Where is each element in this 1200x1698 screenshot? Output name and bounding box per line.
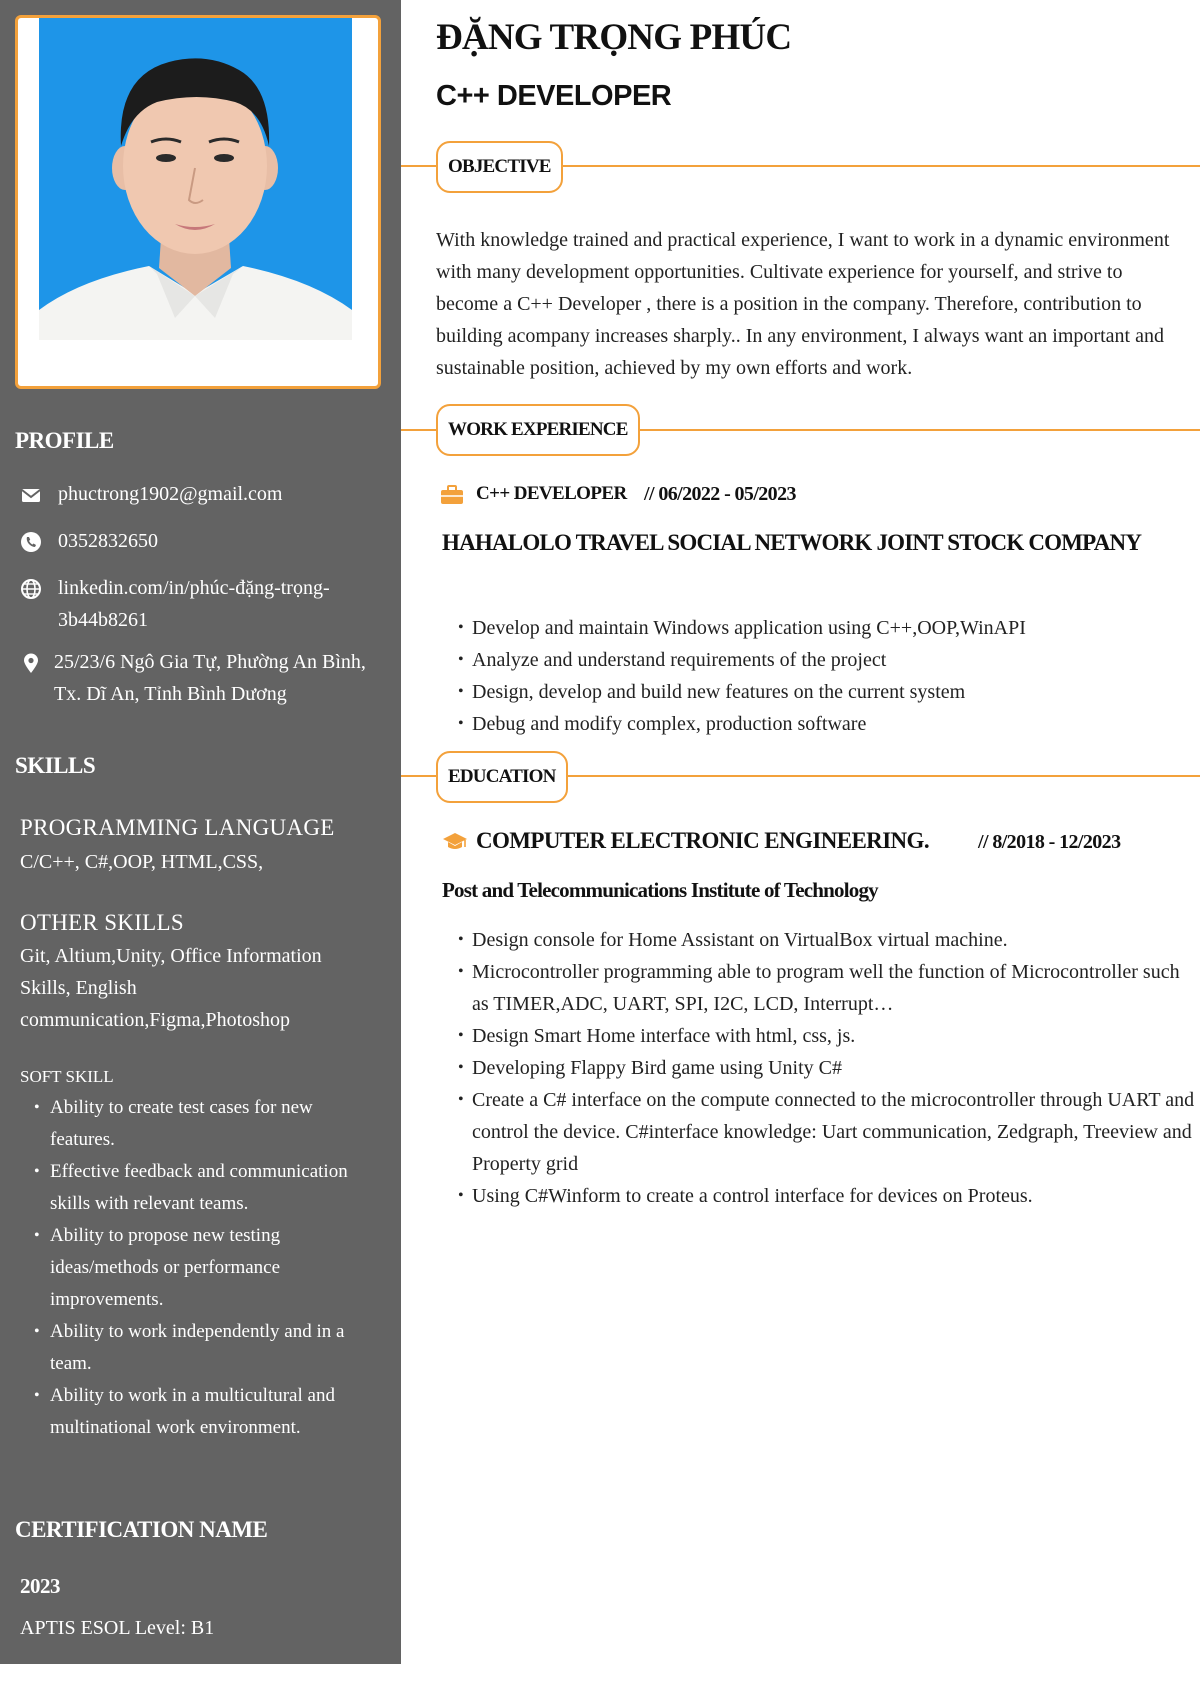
list-item: • Microcontroller programming able to program well the function of Microcontroller such as TIMER,ADC, UART, SPI, I2C, LCD, Interrupt… — [458, 956, 1198, 1020]
address-text: 25/23/6 Ngô Gia Tự, Phường An Bình, Tx. Dĩ An, Tỉnh Bình Dương — [54, 651, 366, 705]
school-name: Post and Telecommunications Institute of Technology — [442, 878, 878, 902]
work-experience-heading: WORK EXPERIENCE — [436, 404, 640, 456]
envelope-icon — [20, 484, 42, 506]
list-item: • Design Smart Home interface with html, css, js. — [458, 1020, 1198, 1052]
soft-skill-list — [20, 1092, 380, 1444]
profile-photo — [39, 18, 352, 340]
skills-heading: SKILLS — [15, 753, 96, 778]
phone-text: 0352832650 — [58, 530, 158, 552]
education-major: COMPUTER ELECTRONIC ENGINEERING. — [476, 828, 929, 853]
other-skills-text: Git, Altium,Unity, Office Information Skills, English communication,Figma,Photoshop — [20, 945, 322, 1031]
list-item: • Developing Flappy Bird game using Unity C# — [458, 1052, 1198, 1084]
objective-text: With knowledge trained and practical experience, I want to work in a dynamic environment with many development opportunities. Cultivate experience for yourself, and strive to become a C++ Developer , there is a position in the company. Therefore, contribution to building acompany increases sharply.. In any environment, I always want an important and sustainable position, achieved by my own efforts and work. — [436, 229, 1170, 379]
job-role: C++ DEVELOPER — [476, 483, 627, 504]
programming-language-heading: PROGRAMMING LANGUAGE — [20, 815, 335, 840]
education-list — [458, 924, 1198, 1212]
profile-heading: PROFILE — [15, 428, 114, 453]
list-item: • Design console for Home Assistant on VirtualBox virtual machine. — [458, 924, 1198, 956]
candidate-title: C++ DEVELOPER — [436, 80, 672, 112]
list-item: • Debug and modify complex, production software — [458, 708, 1198, 740]
list-item: • Ability to work independently and in a team. — [20, 1316, 380, 1380]
list-item: • Design, develop and build new features on the current system — [458, 676, 1198, 708]
list-item: • Analyze and understand requirements of the project — [458, 644, 1198, 676]
linkedin-text: linkedin.com/in/phúc-đặng-trọng-3b44b8261 — [58, 577, 330, 631]
experience-list — [458, 612, 1198, 740]
list-item: • Ability to create test cases for new features. — [20, 1092, 380, 1156]
graduation-cap-icon — [442, 831, 468, 853]
objective-heading: OBJECTIVE — [436, 141, 563, 193]
programming-language-text: C/C++, C#,OOP, HTML,CSS, — [20, 851, 264, 873]
briefcase-icon — [440, 485, 464, 505]
list-item: • Using C#Winform to create a control interface for devices on Proteus. — [458, 1180, 1198, 1212]
candidate-name: ĐẶNG TRỌNG PHÚC — [436, 17, 792, 58]
email-text: phuctrong1902@gmail.com — [58, 483, 283, 505]
company-name: HAHALOLO TRAVEL SOCIAL NETWORK JOINT STOCK COMPANY — [442, 530, 1142, 555]
contact-linkedin[interactable] — [20, 572, 380, 636]
list-item: • Create a C# interface on the compute connected to the microcontroller through UART and control the device. C#interface knowledge: Uart communication, Zedgraph, Treeview and Property grid — [458, 1084, 1198, 1180]
list-item: • Ability to propose new testing ideas/methods or performance improvements. — [20, 1220, 380, 1316]
contact-address — [20, 646, 380, 710]
soft-skill-heading: SOFT SKILL — [20, 1067, 114, 1086]
education-period: // 8/2018 - 12/2023 — [978, 831, 1121, 853]
contact-phone[interactable] — [20, 525, 380, 557]
profile-photo-frame — [15, 15, 381, 389]
education-header — [440, 825, 1190, 859]
phone-icon — [20, 531, 42, 553]
certification-heading: CERTIFICATION NAME — [15, 1517, 268, 1542]
list-item: • Effective feedback and communication skills with relevant teams. — [20, 1156, 380, 1220]
sidebar — [0, 0, 401, 1664]
contact-email[interactable] — [20, 478, 380, 510]
education-heading: EDUCATION — [436, 751, 568, 803]
list-item: • Develop and maintain Windows application using C++,OOP,WinAPI — [458, 612, 1198, 644]
other-skills-heading: OTHER SKILLS — [20, 910, 184, 935]
list-item: • Ability to work in a multicultural and multinational work environment. — [20, 1380, 380, 1444]
job-period: // 06/2022 - 05/2023 — [644, 483, 796, 505]
certification-year: 2023 — [20, 1574, 60, 1598]
job-header — [440, 480, 1160, 510]
globe-icon — [20, 578, 42, 600]
certification-name: APTIS ESOL Level: B1 — [20, 1617, 215, 1639]
location-pin-icon — [20, 652, 42, 674]
